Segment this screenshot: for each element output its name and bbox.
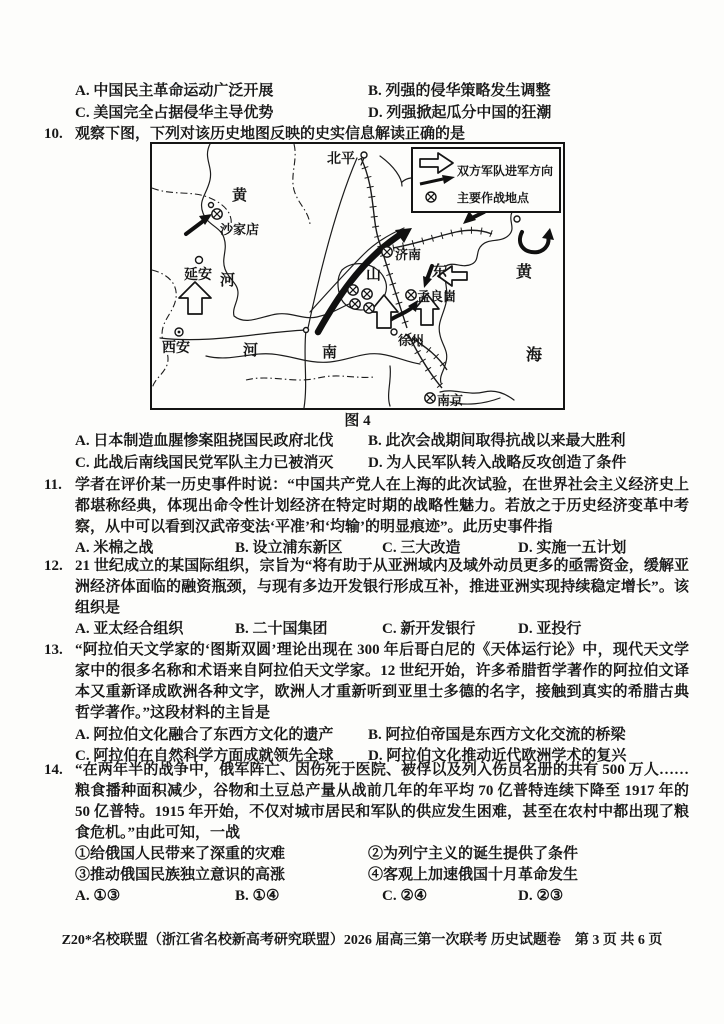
option-c: C. 此战后南线国民党军队主力已被消灭 bbox=[75, 455, 334, 471]
q14-options-row bbox=[75, 886, 700, 907]
option-a: A. 中国民主革命运动广泛开展 bbox=[75, 83, 274, 99]
q12-options-row bbox=[75, 619, 700, 640]
civil-war-map bbox=[150, 142, 565, 410]
map-label-shajiadian: 沙家店 bbox=[220, 222, 260, 237]
option-d: D. 阿拉伯文化推动近代欧洲学术的复兴 bbox=[368, 748, 627, 764]
question-12 bbox=[44, 556, 689, 619]
map-label-beiping: 北平 bbox=[327, 152, 355, 167]
option-b: B. ①④ bbox=[235, 888, 280, 904]
option-c: C. 美国完全占据侵华主导优势 bbox=[75, 105, 274, 121]
legend-battle-icon bbox=[426, 192, 436, 202]
option-a: A. ①③ bbox=[75, 888, 121, 904]
option-a: A. 阿拉伯文化融合了东西方文化的遗产 bbox=[75, 727, 334, 743]
figure-caption: 图 4 bbox=[344, 413, 371, 429]
option-a: A. 米棉之战 bbox=[75, 540, 154, 556]
map-label-huanghe-huang: 黄 bbox=[232, 188, 249, 204]
question-stem: “阿拉伯天文学家的‘图斯双圆’理论出现在 300 年后哥白尼的《天体运行论》中，现代天文学家中的很多名称和术语来自阿拉伯天文学家。12 世纪开始，许多希腊哲学著作的阿拉伯文译本又重新译成欧洲各种文字，欧洲人才重新听到亚里士多德的名字，接触到真实的希腊古典哲学著作。”这段材料的主旨是 bbox=[75, 642, 689, 721]
statement-3: ③推动俄国民族独立意识的高涨 bbox=[75, 867, 286, 883]
map-label-jinan: 济南 bbox=[395, 247, 422, 262]
option-d: D. 亚投行 bbox=[518, 621, 582, 637]
option-c: C. 三大改造 bbox=[382, 540, 461, 556]
question-number: 11. bbox=[44, 477, 62, 493]
prev-question-options-row-2 bbox=[75, 103, 700, 124]
map-label-xian: 西安 bbox=[162, 341, 190, 356]
question-13 bbox=[44, 640, 689, 724]
prev-question-options-row-1 bbox=[75, 81, 700, 102]
option-c: C. ②④ bbox=[382, 888, 428, 904]
map-label-yanan: 延安 bbox=[184, 268, 212, 283]
q13-options-row-1 bbox=[75, 725, 700, 746]
question-14 bbox=[44, 760, 689, 844]
option-a: A. 日本制造血腥惨案阻挠国民政府北伐 bbox=[75, 433, 334, 449]
map-label-menglianggu: 孟良崮 bbox=[417, 289, 457, 304]
map-legend bbox=[412, 148, 560, 212]
map-label-henan-nan: 南 bbox=[322, 345, 339, 361]
map-label-shandong-dong: 东 bbox=[432, 264, 449, 280]
legend-battle-label: 主要作战地点 bbox=[457, 191, 530, 205]
option-d: D. ②③ bbox=[518, 888, 564, 904]
statement-2: ②为列宁主义的诞生提供了条件 bbox=[368, 846, 579, 862]
option-a: A. 亚太经合组织 bbox=[75, 621, 184, 637]
question-number: 12. bbox=[44, 558, 63, 574]
question-stem: 观察下图，下列对该历史地图反映的史实信息解读正确的是 bbox=[75, 126, 466, 142]
option-c: C. 阿拉伯在自然科学方面成就领先全球 bbox=[75, 748, 334, 764]
q10-options-row-2 bbox=[75, 453, 700, 474]
statement-1: ①给俄国人民带来了深重的灾难 bbox=[75, 846, 286, 862]
hollow-arrow-xuzhou bbox=[370, 295, 398, 328]
hollow-arrow-yanan bbox=[179, 282, 211, 314]
question-number: 13. bbox=[44, 642, 63, 658]
map-label-shandong-shan: 山 bbox=[366, 267, 383, 283]
question-11 bbox=[44, 475, 689, 538]
question-number: 10. bbox=[44, 126, 63, 142]
option-b: B. 设立浦东新区 bbox=[235, 540, 343, 556]
option-d: D. 列强掀起瓜分中国的狂潮 bbox=[368, 105, 552, 121]
map-label-huanghai-huang: 黄 bbox=[516, 264, 533, 281]
question-stem: “在两年半的战争中，俄军阵亡、因伤死于医院、被俘以及列入伤员名册的共有 500 万人……粮食播种面积减少，谷物和土豆总产量从战前几年的年平均 70 亿普特连续下降至 1917 年的 50 亿普特。1915 年开始，不仅对城市居民和军队的供应发生困难，甚至在农村中都出现了粮食危机。”由此可知，一战 bbox=[75, 762, 689, 841]
map-label-henan-he: 河 bbox=[243, 343, 260, 359]
option-d: D. 实施一五计划 bbox=[518, 540, 627, 556]
map-label-xuzhou: 徐州 bbox=[398, 333, 425, 348]
option-b: B. 阿拉伯帝国是东西方文化交流的桥梁 bbox=[368, 727, 626, 743]
q14-items-row-1 bbox=[75, 844, 700, 865]
page-footer: Z20*名校联盟（浙江省名校新高考研究联盟）2026 届高三第一次联考 历史试题卷 第 3 页 共 6 页 bbox=[61, 933, 663, 948]
q14-items-row-2 bbox=[75, 865, 700, 886]
question-stem: 学者在评价某一历史事件时说：“中国共产党人在上海的此次试验，在世界社会主义经济史上都堪称经典，体现出命令性计划经济在特定时期的战略性魅力。若放之于历史经济变革中考察，从中可以看到汉武帝变法‘平准’和‘均输’的明显痕迹”。此历史事件指 bbox=[75, 477, 689, 535]
option-b: B. 二十国集团 bbox=[235, 621, 328, 637]
statement-4: ④客观上加速俄国十月革命发生 bbox=[368, 867, 579, 883]
question-stem: 21 世纪成立的某国际组织，宗旨为“将有助于从亚洲域内及域外动员更多的亟需资金，缓解亚洲经济体面临的融资瓶颈，与现有多边开发银行形成互补，推进亚洲实现持续稳定增长”。该组织是 bbox=[75, 558, 689, 616]
option-b: B. 列强的侵华策略发生调整 bbox=[368, 83, 551, 99]
civil-war-map-figure bbox=[150, 142, 565, 410]
map-label-nanjing: 南京 bbox=[437, 393, 464, 408]
option-c: C. 新开发银行 bbox=[382, 621, 476, 637]
map-label-huanghe-he: 河 bbox=[220, 273, 237, 289]
question-number: 14. bbox=[44, 762, 63, 778]
option-d: D. 为人民军队转入战略反攻创造了条件 bbox=[368, 455, 627, 471]
q10-options-row-1 bbox=[75, 431, 700, 452]
map-label-huanghai-hai: 海 bbox=[526, 347, 543, 364]
option-b: B. 此次会战期间取得抗战以来最大胜利 bbox=[368, 433, 626, 449]
legend-advance-label: 双方军队进军方向 bbox=[457, 164, 554, 178]
